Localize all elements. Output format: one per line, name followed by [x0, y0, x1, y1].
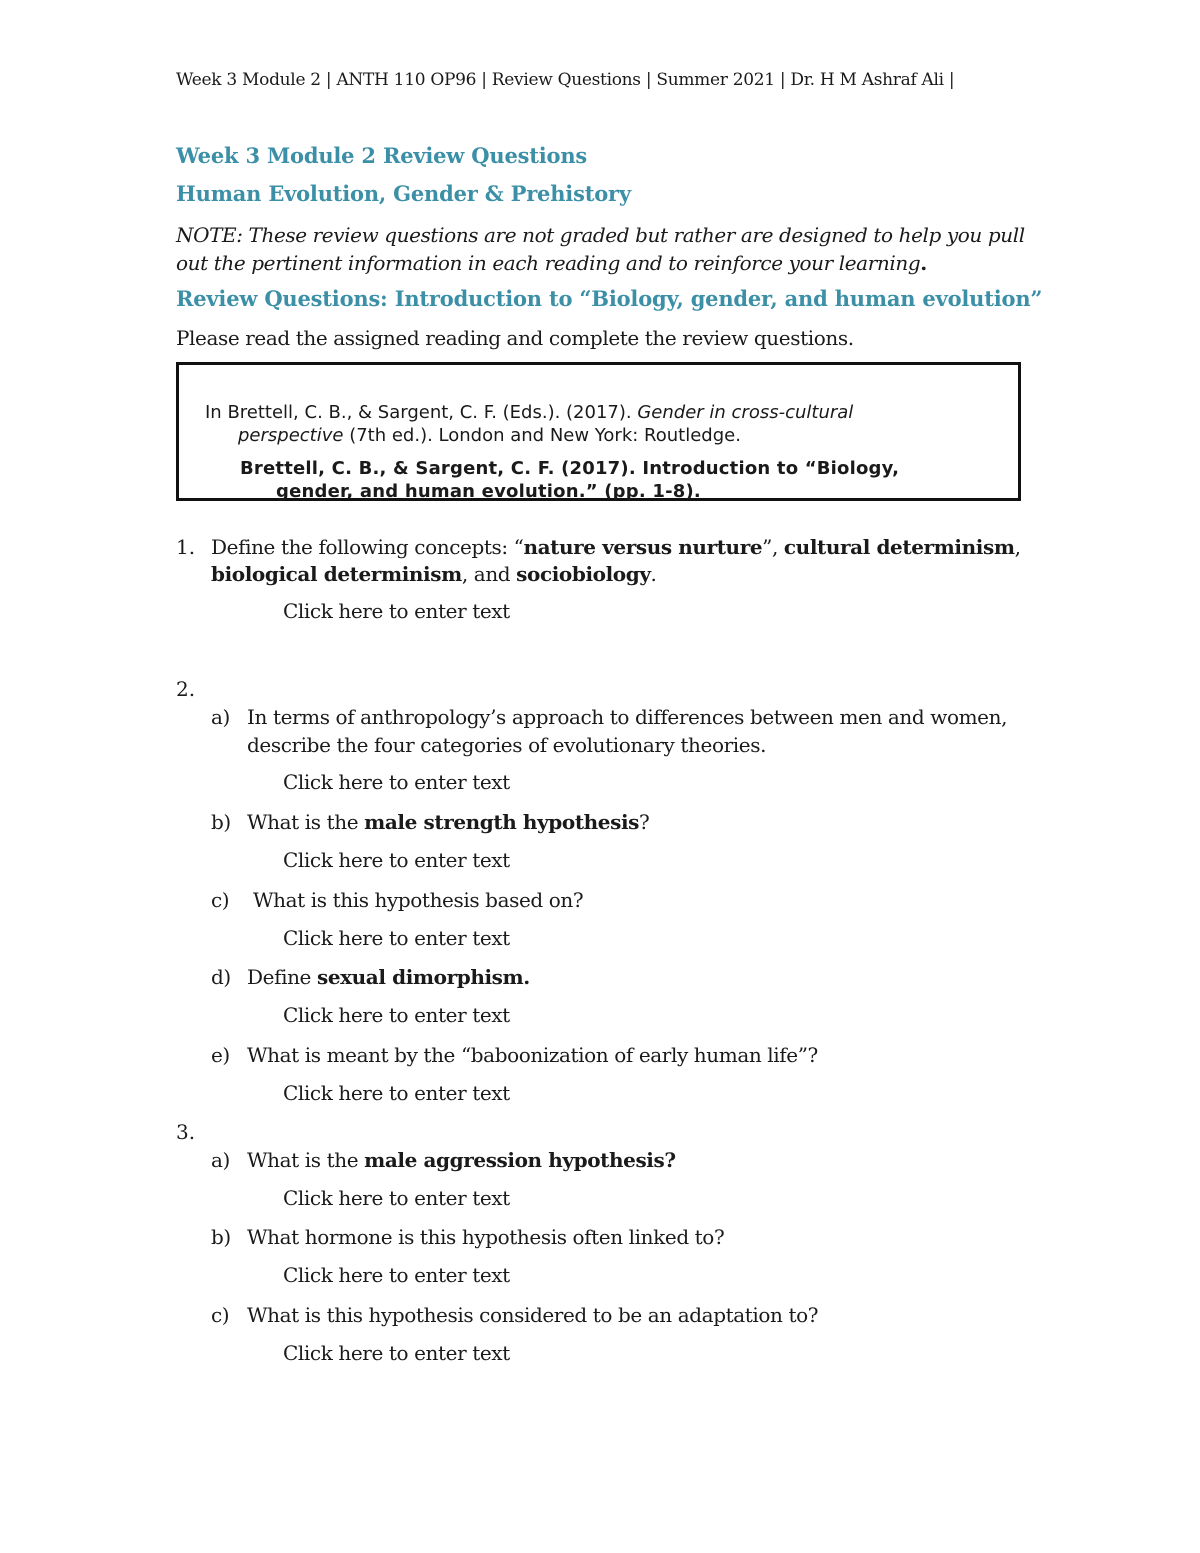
note-line-1: NOTE: These review questions are not graded but rather are designed to help you pull: [176, 223, 1025, 247]
answer-field-q3b[interactable]: Click here to enter text: [283, 1263, 510, 1287]
document-subtitle: Human Evolution, Gender & Prehistory: [176, 181, 631, 206]
answer-field-q2c[interactable]: Click here to enter text: [283, 926, 510, 950]
document-title: Week 3 Module 2 Review Questions: [176, 143, 588, 168]
answer-field-q2b[interactable]: Click here to enter text: [283, 848, 510, 872]
question-2a-label: a): [211, 705, 230, 729]
question-3b-text: What hormone is this hypothesis often linked to?: [247, 1225, 725, 1249]
reference-line-2: perspective (7th ed.). London and New York: Routledge.: [238, 425, 741, 446]
answer-field-q3c[interactable]: Click here to enter text: [283, 1341, 510, 1365]
question-2e-label: e): [211, 1043, 230, 1067]
answer-field-q3a[interactable]: Click here to enter text: [283, 1186, 510, 1210]
question-2b-label: b): [211, 810, 231, 834]
question-3a-label: a): [211, 1148, 230, 1172]
question-2e-text: What is meant by the “baboonization of early human life”?: [247, 1043, 818, 1067]
answer-field-q2a[interactable]: Click here to enter text: [283, 770, 510, 794]
question-1-text-line-1: Define the following concepts: “nature versus nurture”, cultural determinism,: [211, 535, 1021, 559]
instruction-text: Please read the assigned reading and complete the review questions.: [176, 326, 854, 350]
question-3c-label: c): [211, 1303, 230, 1327]
page-header: Week 3 Module 2 | ANTH 110 OP96 | Review Questions | Summer 2021 | Dr. H M Ashraf Ali |: [176, 70, 955, 90]
question-2c-text: What is this hypothesis based on?: [253, 888, 584, 912]
question-2-number: 2.: [176, 677, 196, 701]
question-1-number: 1.: [176, 535, 196, 559]
answer-field-q1[interactable]: Click here to enter text: [283, 599, 510, 623]
note-paragraph: [176, 221, 1025, 277]
question-2d-label: d): [211, 965, 231, 989]
question-2b-text: What is the male strength hypothesis?: [247, 810, 650, 834]
section-heading: Review Questions: Introduction to “Biology, gender, and human evolution”: [176, 286, 1043, 311]
question-2a-line-1: In terms of anthropology’s approach to differences between men and women,: [247, 705, 1008, 729]
answer-field-q2e[interactable]: Click here to enter text: [283, 1081, 510, 1105]
question-3c-text: What is this hypothesis considered to be an adaptation to?: [247, 1303, 819, 1327]
note-line-2: out the pertinent information in each reading and to reinforce your learning: [176, 251, 921, 275]
reference-citation-line-1: Brettell, C. B., & Sargent, C. F. (2017). Introduction to “Biology,: [240, 458, 900, 479]
question-1-text-line-2: biological determinism, and sociobiology.: [211, 562, 657, 586]
question-2d-text: Define sexual dimorphism.: [247, 965, 530, 989]
question-2c-label: c): [211, 888, 230, 912]
reference-citation-line-2: gender, and human evolution.” (pp. 1-8).: [276, 481, 701, 502]
answer-field-q2d[interactable]: Click here to enter text: [283, 1003, 510, 1027]
question-3b-label: b): [211, 1225, 231, 1249]
reference-line-1: In Brettell, C. B., & Sargent, C. F. (Eds.). (2017). Gender in cross-cultural: [205, 402, 854, 423]
note-end: .: [920, 251, 927, 275]
question-3-number: 3.: [176, 1120, 196, 1144]
question-3a-text: What is the male aggression hypothesis?: [247, 1148, 676, 1172]
question-2a-line-2: describe the four categories of evolutionary theories.: [247, 733, 767, 757]
